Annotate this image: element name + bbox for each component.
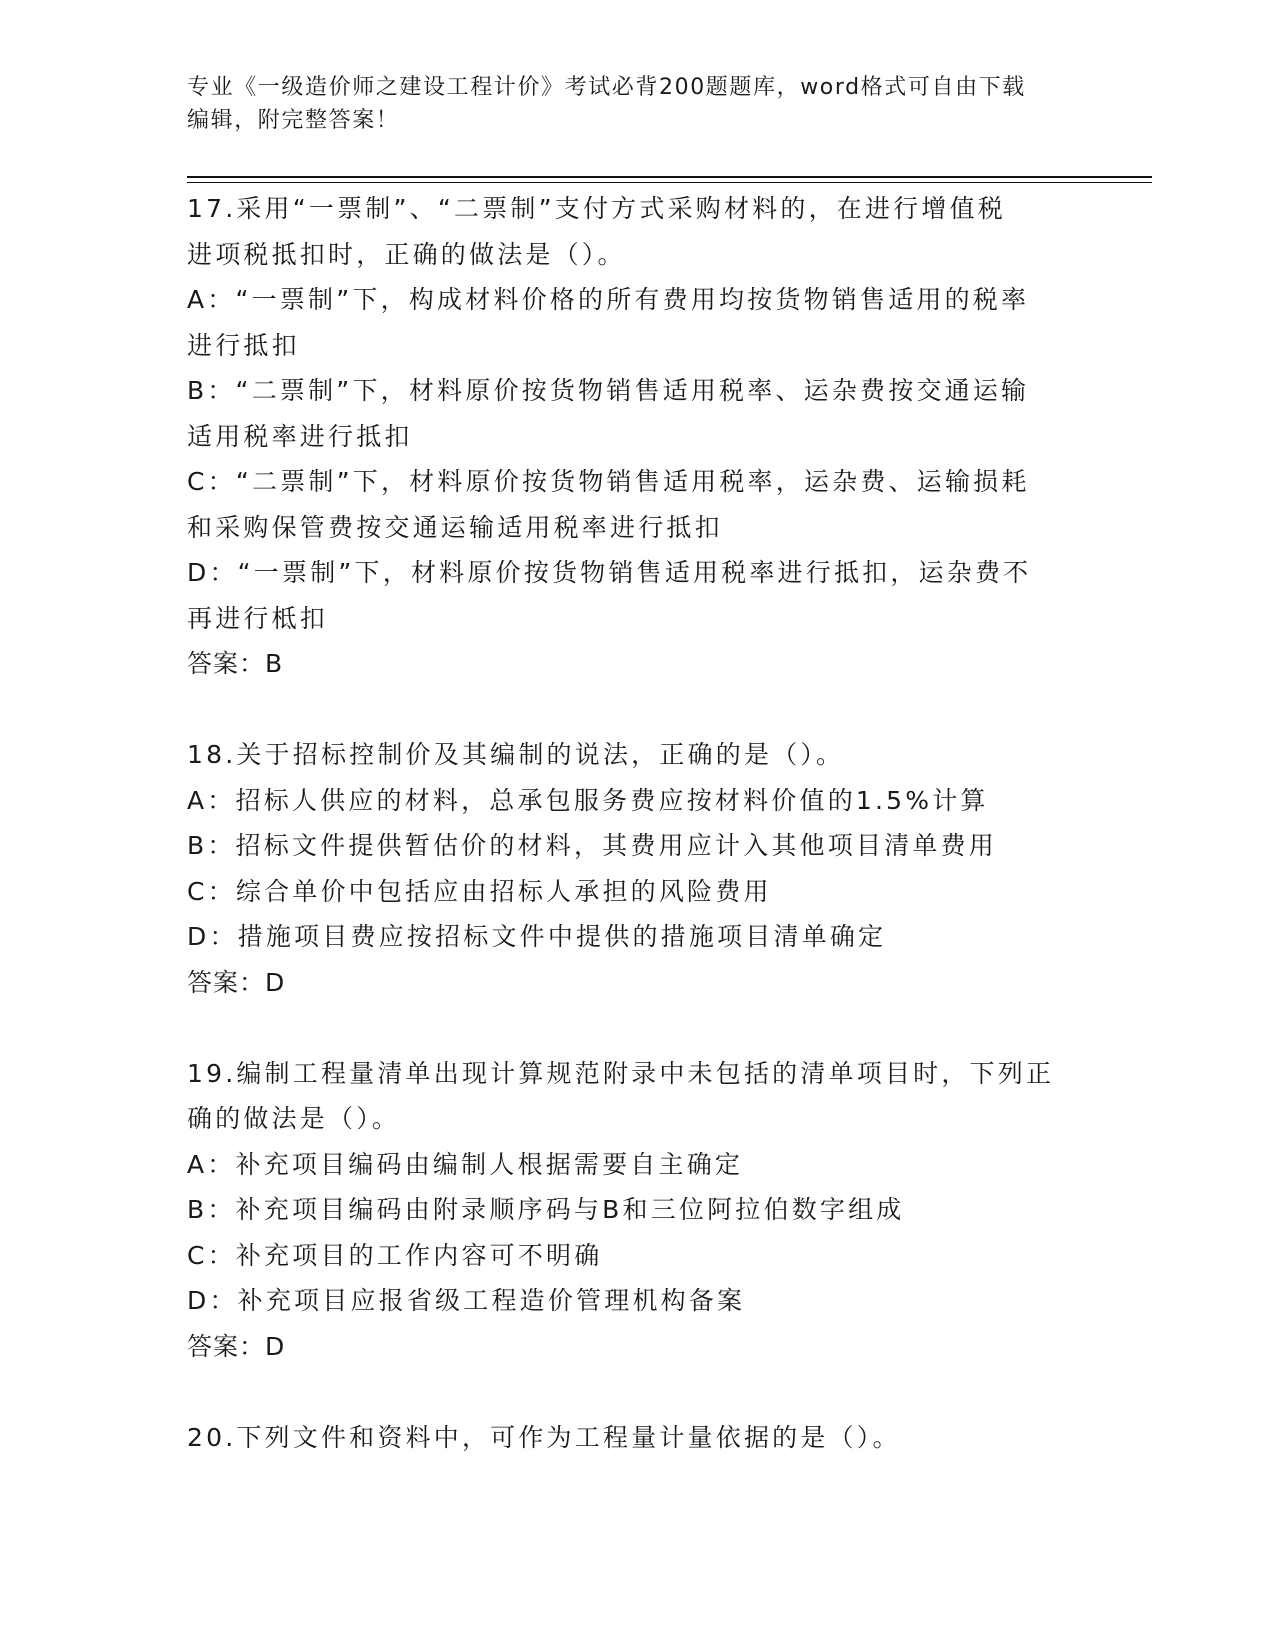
header-line-2: 编辑，附完整答案！ [187, 108, 400, 133]
question-18-answer: 答案：D [187, 967, 286, 997]
spacer [187, 1005, 1087, 1051]
question-17-stem-line-1: 17.采用“一票制”、“二票制”支付方式采购材料的，在进行增值税 [187, 194, 1006, 223]
question-19-stem-line-2: 确的做法是（）。 [187, 1104, 401, 1133]
question-17-option-a-line-2: 进行抵扣 [187, 330, 300, 360]
question-17-stem-line-2: 进项税抵扣时，正确的做法是（）。 [187, 239, 626, 269]
question-17 [187, 186, 1087, 687]
question-19-option-d: D：补充项目应报省级工程造价管理机构备案 [187, 1286, 746, 1315]
question-17-option-b-line-2: 适用税率进行抵扣 [187, 421, 413, 451]
question-18-option-a: A：招标人供应的材料，总承包服务费应按材料价值的1.5%计算 [187, 785, 989, 815]
question-17-option-c-line-2: 和采购保管费按交通运输适用税率进行抵扣 [187, 512, 723, 542]
question-18-option-b: B：招标文件提供暂估价的材料，其费用应计入其他项目清单费用 [187, 831, 997, 860]
question-17-option-a-line-1: A：“一票制”下，构成材料价格的所有费用均按货物销售适用的税率 [187, 285, 1030, 314]
question-18 [187, 732, 1087, 1005]
question-19-option-c: C：补充项目的工作内容可不明确 [187, 1240, 603, 1270]
question-19 [187, 1051, 1087, 1370]
question-19-answer: 答案：D [187, 1331, 286, 1361]
question-17-option-c-line-1: C：“二票制”下，材料原价按货物销售适用税率，运杂费、运输损耗 [187, 467, 1030, 496]
question-17-option-b-line-1: B：“二票制”下，材料原价按货物销售适用税率、运杂费按交通运输 [187, 376, 1030, 405]
question-20-stem: 20.下列文件和资料中，可作为工程量计量依据的是（）。 [187, 1422, 901, 1452]
document-header [187, 71, 1067, 137]
question-17-answer: 答案：B [187, 649, 284, 678]
question-18-option-c: C：综合单价中包括应由招标人承担的风险费用 [187, 876, 772, 906]
question-18-stem: 18.关于招标控制价及其编制的说法，正确的是（）。 [187, 740, 845, 769]
spacer [187, 1369, 1087, 1415]
question-17-option-d-line-1: D：“一票制”下，材料原价按货物销售适用税率进行抵扣，运杂费不 [187, 558, 1032, 587]
header-divider-thick [187, 176, 1152, 178]
question-20 [187, 1415, 1087, 1461]
spacer [187, 687, 1087, 733]
question-19-option-a: A：补充项目编码由编制人根据需要自主确定 [187, 1149, 744, 1179]
header-line-1: 专业《一级造价师之建设工程计价》考试必背200题题库，word格式可自由下载 [187, 75, 1026, 100]
question-18-option-d: D：措施项目费应按招标文件中提供的措施项目清单确定 [187, 922, 887, 951]
question-17-option-d-line-2: 再进行柢扣 [187, 603, 329, 633]
question-19-stem-line-1: 19.编制工程量清单出现计算规范附录中未包括的清单项目时，下列正 [187, 1058, 1055, 1088]
question-list [187, 186, 1087, 1460]
question-19-option-b: B：补充项目编码由附录顺序码与B和三位阿拉伯数字组成 [187, 1195, 905, 1224]
header-divider-thin [187, 182, 1152, 183]
